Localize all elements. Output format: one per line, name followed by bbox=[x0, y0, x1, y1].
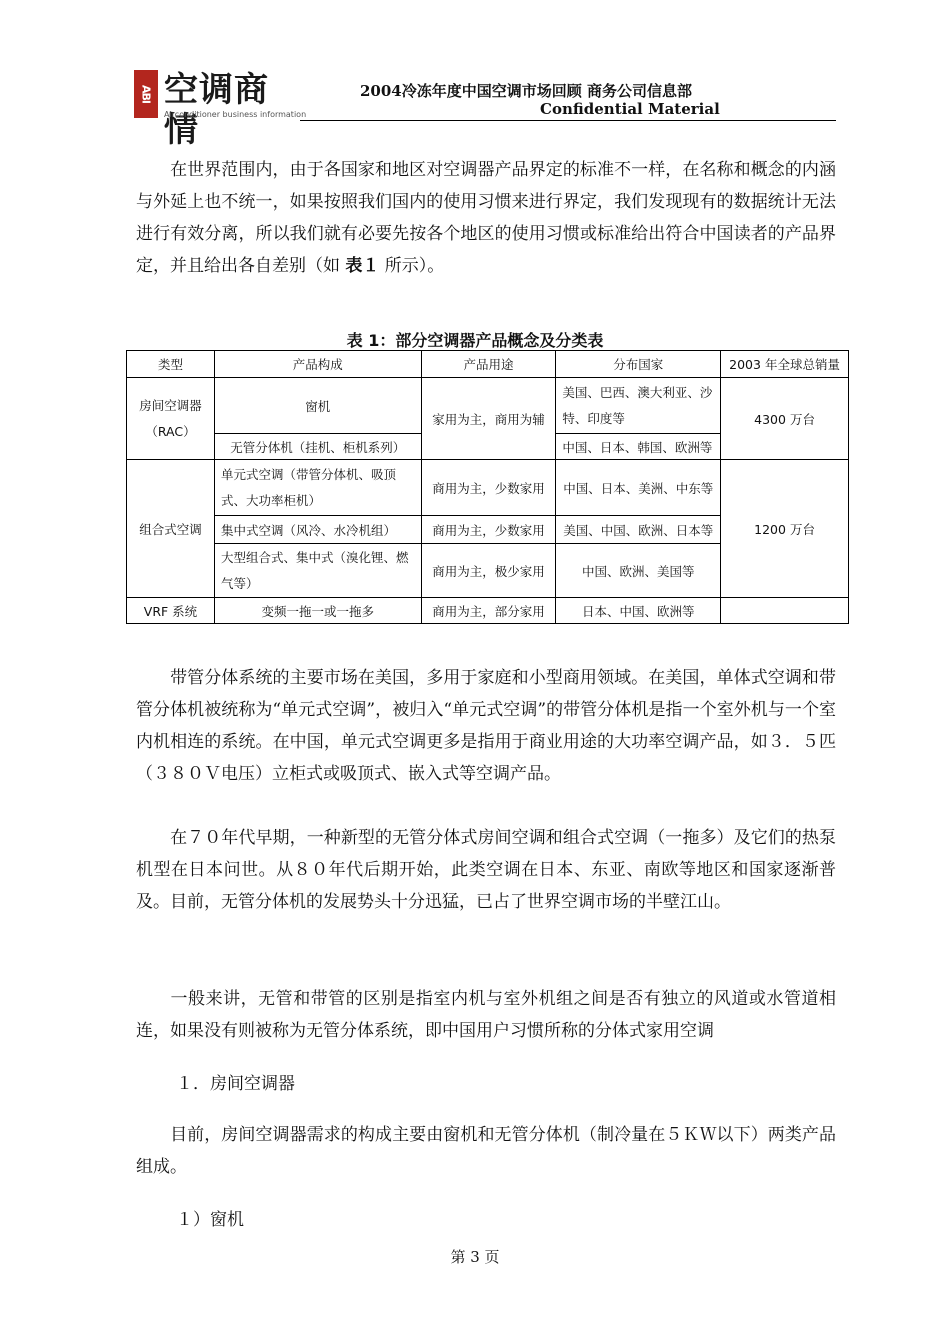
table-header-row bbox=[127, 351, 849, 378]
table-cell-countries: 中国、日本、美洲、中东等 bbox=[556, 460, 721, 516]
table-cell-use: 家用为主，商用为辅 bbox=[421, 378, 556, 460]
table-cell-countries: 中国、欧洲、美国等 bbox=[556, 544, 721, 598]
table-cell-product: 无管分体机（挂机、柜机系列） bbox=[214, 434, 421, 460]
paragraph-intro-text: 在世界范围内，由于各国家和地区对空调器产品界定的标准不一样，在名称和概念的内涵与外延上也不统一，如果按照我们国内的使用习惯来进行界定，我们发现现有的数据统计无法进行有效分离，所以我们就有必要先按各个地区的使用习惯或标准给出符合中国读者的产品界定，并且给出各自差别（如 bbox=[136, 160, 836, 276]
logo-text: 空调商情 bbox=[164, 70, 269, 150]
table-cell-countries: 日本、中国、欧洲等 bbox=[556, 598, 721, 624]
table-cell-sales bbox=[721, 598, 849, 624]
table-cell-type: 房间空调器（RAC） bbox=[127, 378, 215, 460]
page-number: 第 3 页 bbox=[450, 1248, 500, 1266]
section-heading-room-ac: １．房间空调器 bbox=[176, 1074, 295, 1094]
paragraph-room-ac-text: 目前，房间空调器需求的构成主要由窗机和无管分体机（制冷量在５ＫＷ以下）两类产品组成。 bbox=[136, 1125, 836, 1177]
table-cell-product: 大型组合式、集中式（溴化锂、燃气等） bbox=[214, 544, 421, 598]
header-confidential: Confidential Material bbox=[540, 100, 720, 118]
table-cell-product: 单元式空调（带管分体机、吸顶式、大功率柜机） bbox=[214, 460, 421, 516]
section-heading-window-unit: １）窗机 bbox=[176, 1210, 244, 1230]
table-header-cell: 产品用途 bbox=[421, 351, 556, 378]
company-logo bbox=[134, 70, 307, 150]
table-cell-countries: 美国、中国、欧洲、日本等 bbox=[556, 516, 721, 544]
paragraph-difference bbox=[136, 983, 836, 1047]
table-header-cell: 产品构成 bbox=[214, 351, 421, 378]
table-header-cell: 类型 bbox=[127, 351, 215, 378]
table-row bbox=[127, 378, 849, 434]
paragraph-difference-text: 一般来讲，无管和带管的区别是指室内机与室外机组之间是否有独立的风道或水管道相连，如果没有则被称为无管分体系统，即中国用户习惯所称的分体式家用空调 bbox=[136, 989, 836, 1041]
table-cell-product: 窗机 bbox=[214, 378, 421, 434]
table-cell-use: 商用为主，极少家用 bbox=[421, 544, 556, 598]
table-cell-countries: 美国、巴西、澳大利亚、沙特、印度等 bbox=[556, 378, 721, 434]
table-cell-use: 商用为主，少数家用 bbox=[421, 460, 556, 516]
logo-mark: ABI bbox=[134, 70, 158, 118]
table-row bbox=[127, 598, 849, 624]
table-row bbox=[127, 460, 849, 516]
paragraph-ductless-history bbox=[136, 822, 836, 918]
table-cell-product: 集中式空调（风冷、水冷机组） bbox=[214, 516, 421, 544]
table-cell-type: 组合式空调 bbox=[127, 460, 215, 598]
classification-table bbox=[126, 350, 849, 624]
paragraph-room-ac bbox=[136, 1119, 836, 1183]
logo-subtitle: Airconditioner business information bbox=[164, 110, 307, 119]
table-cell-sales: 4300 万台 bbox=[721, 378, 849, 460]
table-cell-use: 商用为主，部分家用 bbox=[421, 598, 556, 624]
table-header-cell: 分布国家 bbox=[556, 351, 721, 378]
table-cell-countries: 中国、日本、韩国、欧洲等 bbox=[556, 434, 721, 460]
table-reference: 表１ bbox=[345, 256, 380, 276]
paragraph-intro bbox=[136, 154, 836, 282]
paragraph-intro-tail: 所示）。 bbox=[379, 256, 445, 276]
header-rule bbox=[300, 120, 836, 121]
table-cell-use: 商用为主，少数家用 bbox=[421, 516, 556, 544]
table-cell-sales: 1200 万台 bbox=[721, 460, 849, 598]
table-cell-type: VRF 系统 bbox=[127, 598, 215, 624]
paragraph-ducted-text: 带管分体系统的主要市场在美国，多用于家庭和小型商用领域。在美国，单体式空调和带管分体机被统称为“单元式空调”，被归入“单元式空调”的带管分体机是指一个室外机与一个室内机相连的系统。在中国，单元式空调更多是指用于商业用途的大功率空调产品，如３．５匹（３８０Ｖ电压）立柜式或吸顶式、嵌入式等空调产品。 bbox=[136, 668, 836, 784]
table-cell-product: 变频一拖一或一拖多 bbox=[214, 598, 421, 624]
paragraph-ducted bbox=[136, 662, 836, 790]
header-title: 2004冷冻年度中国空调市场回顾 商务公司信息部 bbox=[360, 82, 692, 100]
paragraph-ductless-history-text: 在７０年代早期，一种新型的无管分体式房间空调和组合式空调（一拖多）及它们的热泵机型在日本问世。从８０年代后期开始，此类空调在日本、东亚、南欧等地区和国家逐渐普及。目前，无管分体机的发展势头十分迅猛，已占了世界空调市场的半壁江山。 bbox=[136, 828, 836, 912]
table-title: 表 1：部分空调器产品概念及分类表 bbox=[346, 331, 604, 350]
table-header-cell: 2003 年全球总销量 bbox=[721, 351, 849, 378]
